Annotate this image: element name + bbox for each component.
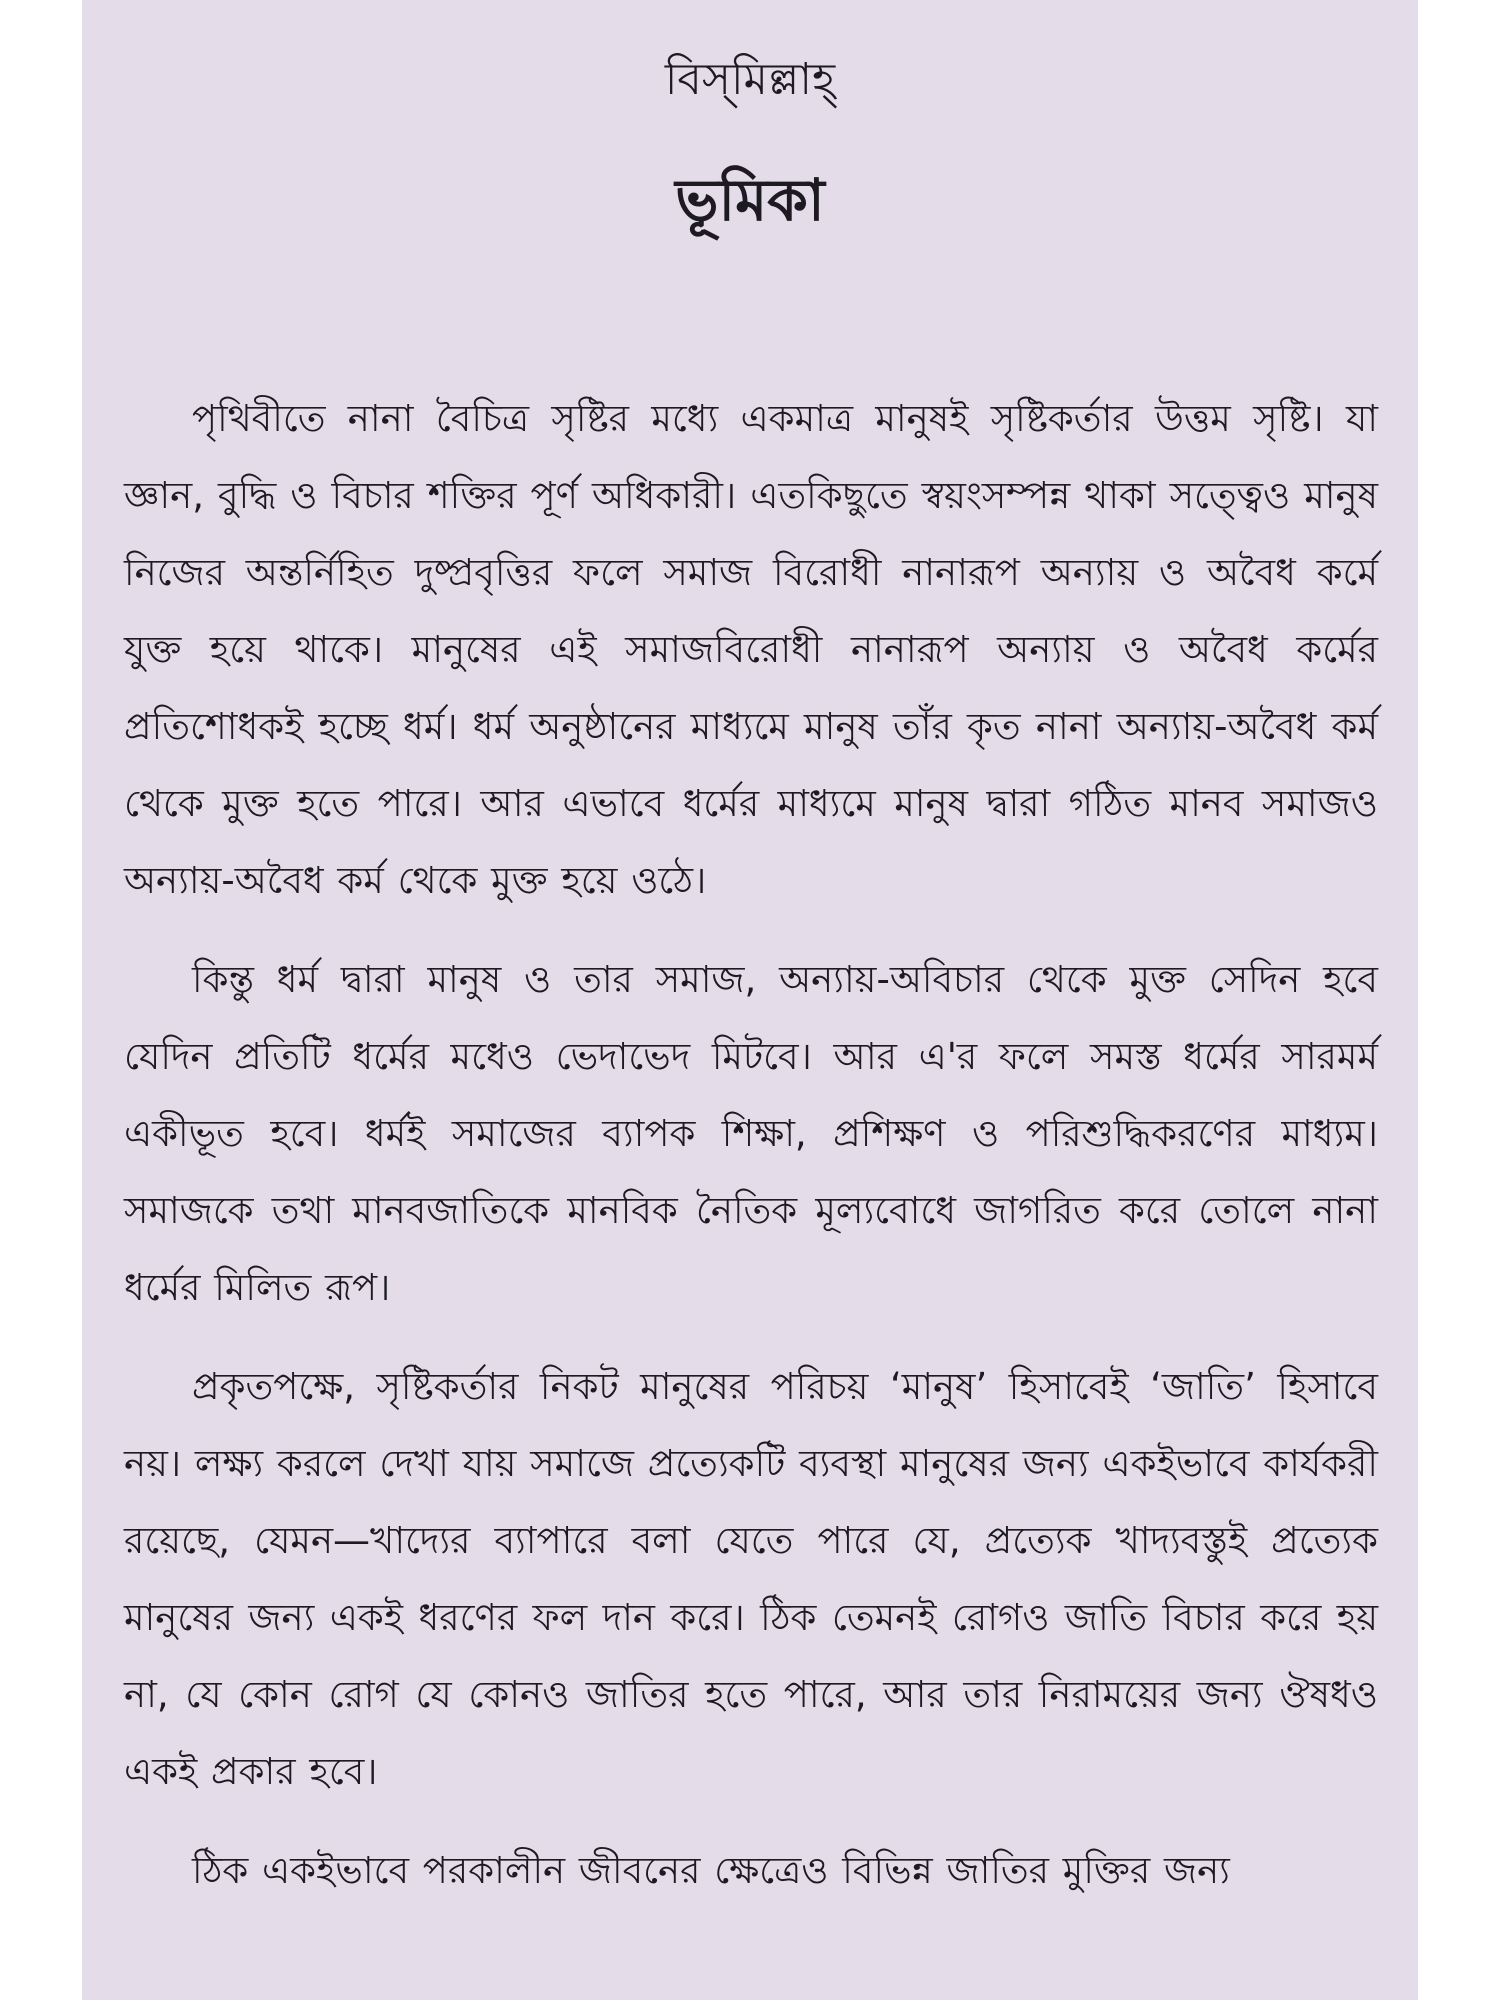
page-header-basmala: বিস্‌মিল্লাহ্‌ <box>664 54 836 105</box>
scanned-page <box>82 0 1418 2000</box>
paragraph: কিন্তু ধর্ম দ্বারা মানুষ ও তার সমাজ, অন্যায়-অবিচার থেকে মুক্ত সেদিন হবে যেদিন প্রতিটি ধর্মের মধেও ভেদাভেদ মিটবে। আর এ'র ফলে সমস্ত ধর্মের সারমর্ম একীভূত হবে। ধর্মই সমাজের ব্যাপক শিক্ষা, প্রশিক্ষণ ও পরিশুদ্ধিকরণের মাধ্যম। সমাজকে তথা মানবজাতিকে মানবিক নৈতিক মূল্যবোধে জাগরিত করে তোলে নানা ধর্মের মিলিত রূপ। <box>124 958 1378 1309</box>
paragraph: প্রকৃতপক্ষে, সৃষ্টিকর্তার নিকট মানুষের পরিচয় ‘মানুষ’ হিসাবেই ‘জাতি’ হিসাবে নয়। লক্ষ্য করলে দেখা যায় সমাজে প্রত্যেকটি ব্যবস্থা মানুষের জন্য একইভাবে কার্যকরী রয়েছে, যেমন—খাদ্যের ব্যাপারে বলা যেতে পারে যে, প্রত্যেক খাদ্যবস্তুই প্রত্যেক মানুষের জন্য একই ধরণের ফল দান করে। ঠিক তেমনই রোগও জাতি বিচার করে হয় না, যে কোন রোগ যে কোনও জাতির হতে পারে, আর তার নিরাময়ের জন্য ঔষধও একই প্রকার হবে। <box>124 1365 1378 1793</box>
paragraph: পৃথিবীতে নানা বৈচিত্র সৃষ্টির মধ্যে একমাত্র মানুষই সৃষ্টিকর্তার উত্তম সৃষ্টি। যা জ্ঞান, বুদ্ধি ও বিচার শক্তির পূর্ণ অধিকারী। এতকিছুতে স্বয়ংসম্পন্ন থাকা সত্ত্বেও মানুষ নিজের অন্তর্নিহিত দুষ্প্রবৃত্তির ফলে সমাজ বিরোধী নানারূপ অন্যায় ও অবৈধ কর্মে যুক্ত হয়ে থাকে। মানুষের এই সমাজবিরোধী নানারূপ অন্যায় ও অবৈধ কর্মের প্রতিশোধকই হচ্ছে ধর্ম। ধর্ম অনুষ্ঠানের মাধ্যমে মানুষ তাঁর কৃত নানা অন্যায়-অবৈধ কর্ম থেকে মুক্ত হতে পারে। আর এভাবে ধর্মের মাধ্যমে মানুষ দ্বারা গঠিত মানব সমাজও অন্যায়-অবৈধ কর্ম থেকে মুক্ত হয়ে ওঠে। <box>124 397 1378 902</box>
body-text <box>124 380 1378 1931</box>
paragraph: ঠিক একইভাবে পরকালীন জীবনের ক্ষেত্রেও বিভিন্ন জাতির মুক্তির জন্য <box>192 1849 1230 1892</box>
page-title: ভূমিকা <box>675 166 825 234</box>
